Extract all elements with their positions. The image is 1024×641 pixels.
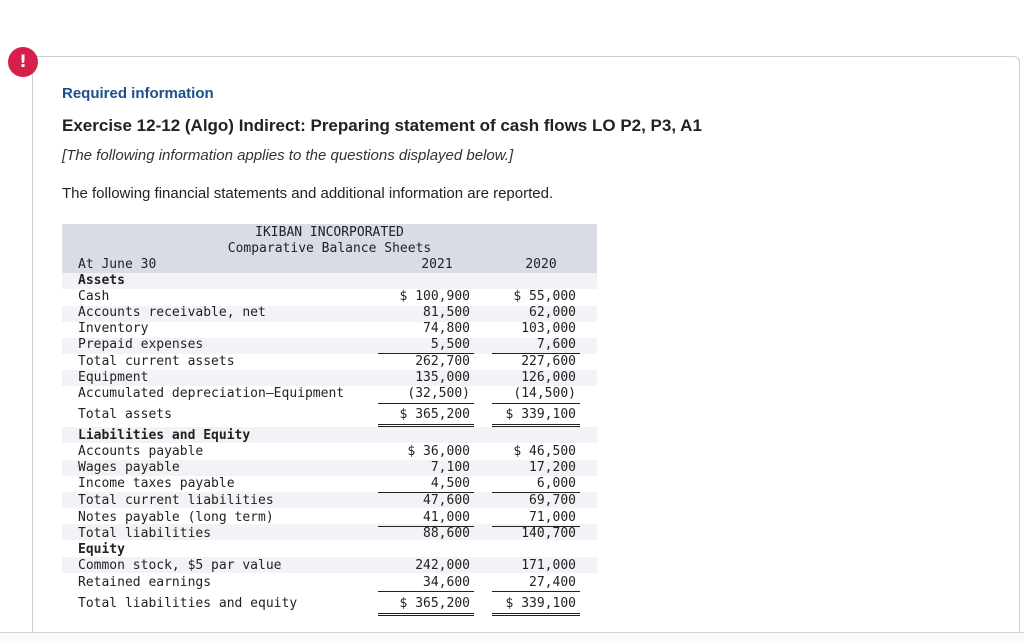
value-2020: 17,200 xyxy=(529,460,576,475)
value-2021: 81,500 xyxy=(423,305,470,320)
value-2020: 126,000 xyxy=(521,370,576,385)
total-double-rule xyxy=(378,424,474,427)
row-label: Accounts payable xyxy=(78,444,204,459)
value-2020: $ 46,500 xyxy=(513,444,576,459)
value-2021: $ 36,000 xyxy=(407,444,470,459)
subtotal-rule xyxy=(378,403,474,404)
value-2020: 6,000 xyxy=(536,476,576,491)
row-label: Accounts receivable, net xyxy=(78,305,266,320)
value-2020: 227,600 xyxy=(521,354,576,369)
value-2021: 47,600 xyxy=(423,493,470,508)
alert-icon: ! xyxy=(8,47,38,77)
value-2021: 135,000 xyxy=(415,370,470,385)
company-name: IKIBAN INCORPORATED xyxy=(255,225,404,240)
assets-heading: Assets xyxy=(78,273,125,288)
total-double-rule xyxy=(492,613,580,616)
row-label: Total current assets xyxy=(78,354,235,369)
row-label: Total liabilities and equity xyxy=(78,596,298,611)
statement-subtitle: Comparative Balance Sheets xyxy=(227,241,432,256)
value-2021: $ 365,200 xyxy=(399,407,470,422)
subtotal-rule xyxy=(378,591,474,592)
column-header-2020: 2020 xyxy=(525,257,557,272)
row-label: Wages payable xyxy=(78,460,180,475)
row-label: Inventory xyxy=(78,321,149,336)
value-2021: $ 100,900 xyxy=(399,289,470,304)
value-2020: 62,000 xyxy=(529,305,576,320)
row-stripe xyxy=(62,273,597,289)
value-2021: (32,500) xyxy=(407,386,470,401)
column-header-2021: 2021 xyxy=(421,257,453,272)
row-label: Common stock, $5 par value xyxy=(78,558,282,573)
value-2020: 27,400 xyxy=(529,575,576,590)
value-2021: 34,600 xyxy=(423,575,470,590)
value-2020: 7,600 xyxy=(536,337,576,352)
value-2020: 103,000 xyxy=(521,321,576,336)
value-2021: 7,100 xyxy=(430,460,470,475)
total-double-rule xyxy=(378,613,474,616)
row-label: Cash xyxy=(78,289,110,304)
row-label: Accumulated depreciation—Equipment xyxy=(78,386,345,401)
value-2020: 171,000 xyxy=(521,558,576,573)
row-label: Equipment xyxy=(78,370,149,385)
value-2021: 41,000 xyxy=(423,510,470,525)
value-2021: 262,700 xyxy=(415,354,470,369)
value-2020: 71,000 xyxy=(529,510,576,525)
value-2020: $ 339,100 xyxy=(505,596,576,611)
exercise-title: Exercise 12-12 (Algo) Indirect: Preparing statement of cash flows LO P2, P3, A1 xyxy=(62,116,702,135)
liabilities-equity-heading: Liabilities and Equity xyxy=(78,428,251,443)
row-label: Prepaid expenses xyxy=(78,337,204,352)
total-double-rule xyxy=(492,424,580,427)
row-label: Total assets xyxy=(78,407,172,422)
equity-heading: Equity xyxy=(78,542,125,557)
value-2021: 5,500 xyxy=(430,337,470,352)
value-2020: $ 339,100 xyxy=(505,407,576,422)
row-label: Total liabilities xyxy=(78,526,212,541)
value-2021: 88,600 xyxy=(423,526,470,541)
value-2020: 69,700 xyxy=(529,493,576,508)
subtotal-rule xyxy=(492,591,580,592)
value-2021: $ 365,200 xyxy=(399,596,470,611)
value-2021: 242,000 xyxy=(415,558,470,573)
value-2020: (14,500) xyxy=(513,386,576,401)
applies-note: [The following information applies to the questions displayed below.] xyxy=(62,147,514,164)
value-2020: 140,700 xyxy=(521,526,576,541)
value-2020: $ 55,000 xyxy=(513,289,576,304)
row-label: Retained earnings xyxy=(78,575,212,590)
required-information-label: Required information xyxy=(62,85,214,102)
subtotal-rule xyxy=(492,403,580,404)
balance-sheet-table xyxy=(62,224,597,624)
date-label: At June 30 xyxy=(78,257,157,272)
page-bottom-divider xyxy=(0,632,1024,641)
intro-text: The following financial statements and additional information are reported. xyxy=(62,185,554,202)
row-label: Notes payable (long term) xyxy=(78,510,274,525)
value-2021: 74,800 xyxy=(423,321,470,336)
row-label: Income taxes payable xyxy=(78,476,235,491)
value-2021: 4,500 xyxy=(430,476,470,491)
row-label: Total current liabilities xyxy=(78,493,274,508)
